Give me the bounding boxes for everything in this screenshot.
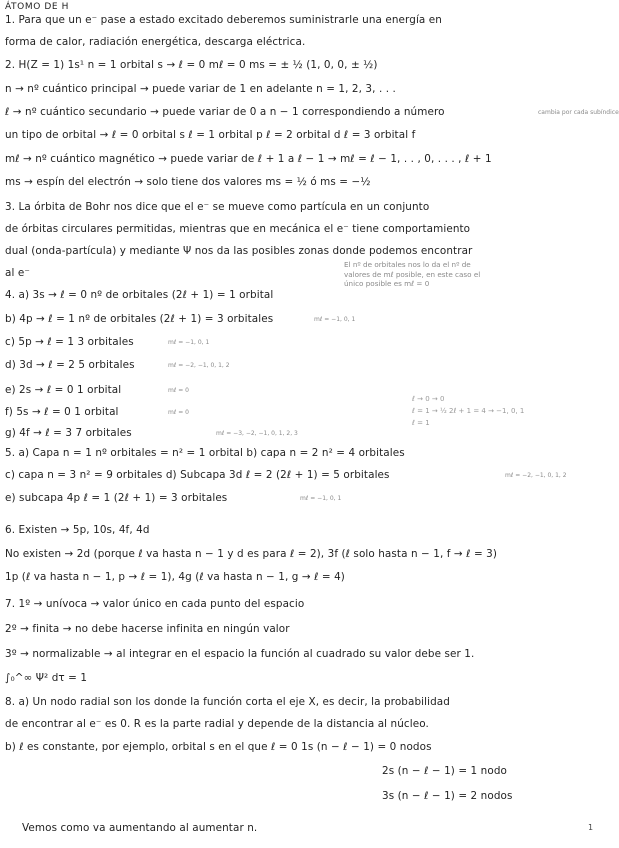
q4-c: c) 5p → ℓ = 1 3 orbitales <box>5 336 134 348</box>
page-number: 1 <box>588 823 594 832</box>
q6-exist: 6. Existen → 5p, 10s, 4f, 4d <box>5 524 150 536</box>
q3-line-4: al e⁻ <box>5 267 30 279</box>
q4-d: d) 3d → ℓ = 2 5 orbitales <box>5 359 135 371</box>
ml-values-5e: mℓ = −1, 0, 1 <box>300 495 342 502</box>
q5-a: 5. a) Capa n = 1 nº orbitales = n² = 1 orbital b) capa n = 2 n² = 4 orbitales <box>5 447 405 459</box>
page-title: ÁTOMO DE H <box>5 2 69 12</box>
q2-l-line: ℓ → nº cuántico secundario → puede variar de 0 a n − 1 correspondiendo a número <box>5 106 445 118</box>
q2-orbital-line: un tipo de orbital → ℓ = 0 orbital s ℓ = 1 orbital p ℓ = 2 orbital d ℓ = 3 orbital f <box>5 129 416 141</box>
q3-line-3: dual (onda-partícula) y mediante Ψ nos da las posibles zonas donde podemos encontrar <box>5 245 473 257</box>
normalization-integral: ∫₀^∞ Ψ² dτ = 1 <box>5 672 88 684</box>
ml-values-4g: mℓ = −3, −2, −1, 0, 1, 2, 3 <box>216 430 298 437</box>
q8-b-3s: 3s (n − ℓ − 1) = 2 nodos <box>382 790 513 802</box>
orbital-count-note: El nº de orbitales nos lo da el nº de valores de mℓ posible, en este caso el único posible es mℓ = 0 <box>344 260 481 288</box>
q6-not-exist-1: No existen → 2d (porque ℓ va hasta n − 1 y d es para ℓ = 2), 3f (ℓ solo hasta n − 1, f → ℓ = 3) <box>5 548 498 560</box>
q3-line-1: 3. La órbita de Bohr nos dice que el e⁻ se mueve como partícula en un conjunto <box>5 201 430 213</box>
q7-second: 2º → finita → no debe hacerse infinita en ningún valor <box>5 623 290 635</box>
ml-values-4d: mℓ = −2, −1, 0, 1, 2 <box>168 362 230 369</box>
q8-a-line-2: de encontrar al e⁻ es 0. R es la parte radial y depende de la distancia al núcleo. <box>5 718 429 730</box>
q6-not-exist-2: 1p (ℓ va hasta n − 1, p → ℓ = 1), 4g (ℓ va hasta n − 1, g → ℓ = 4) <box>5 571 345 583</box>
ml-values-4b: mℓ = −1, 0, 1 <box>314 316 356 323</box>
q2-ms-line: ms → espín del electrón → solo tiene dos valores ms = ½ ó ms = −½ <box>5 176 371 188</box>
q8-b-line-1: b) ℓ es constante, por ejemplo, orbital s en el que ℓ = 0 1s (n − ℓ − 1) = 0 nodos <box>5 741 432 753</box>
ml-values-4e: mℓ = 0 <box>168 387 189 394</box>
q4-e: e) 2s → ℓ = 0 1 orbital <box>5 384 122 396</box>
q8-a-line-1: 8. a) Un nodo radial son los donde la función corta el eje X, es decir, la probabilidad <box>5 696 450 708</box>
q2-line-1: 2. H(Z = 1) 1s¹ n = 1 orbital s → ℓ = 0 mℓ = 0 ms = ± ½ (1, 0, 0, ± ½) <box>5 59 378 71</box>
q5-c: c) capa n = 3 n² = 9 orbitales d) Subcapa 3d ℓ = 2 (2ℓ + 1) = 5 orbitales <box>5 469 390 481</box>
q1-line-2: forma de calor, radiación energética, descarga eléctrica. <box>5 36 306 48</box>
q7-first: 7. 1º → unívoca → valor único en cada punto del espacio <box>5 598 305 610</box>
sketch-note-1: ℓ → 0 → 0 <box>412 395 445 403</box>
q8-b-2s: 2s (n − ℓ − 1) = 1 nodo <box>382 765 507 777</box>
q4-b: b) 4p → ℓ = 1 nº de orbitales (2ℓ + 1) = 3 orbitales <box>5 313 274 325</box>
sketch-note-2: ℓ = 1 → ½ 2ℓ + 1 = 4 → −1, 0, 1 <box>412 407 525 415</box>
ml-values-4f: mℓ = 0 <box>168 409 189 416</box>
q2-n-line: n → nº cuántico principal → puede variar de 1 en adelante n = 1, 2, 3, . . . <box>5 83 396 95</box>
q5-e: e) subcapa 4p ℓ = 1 (2ℓ + 1) = 3 orbitales <box>5 492 228 504</box>
conclusion-line: Vemos como va aumentando al aumentar n. <box>22 822 258 834</box>
q4-g: g) 4f → ℓ = 3 7 orbitales <box>5 427 132 439</box>
ml-values-4c: mℓ = −1, 0, 1 <box>168 339 210 346</box>
q1-line-1: 1. Para que un e⁻ pase a estado excitado deberemos suministrarle una energía en <box>5 14 442 26</box>
q7-third: 3º → normalizable → al integrar en el espacio la función al cuadrado su valor debe ser 1. <box>5 648 475 660</box>
q4-a: 4. a) 3s → ℓ = 0 nº de orbitales (2ℓ + 1) = 1 orbital <box>5 289 274 301</box>
q4-f: f) 5s → ℓ = 0 1 orbital <box>5 406 119 418</box>
ml-values-5d: mℓ = −2, −1, 0, 1, 2 <box>505 472 567 479</box>
q3-line-2: de órbitas circulares permitidas, mientras que en mecánica el e⁻ tiene comportamiento <box>5 223 471 235</box>
sketch-note-3: ℓ = 1 <box>412 419 430 427</box>
q2-ml-line: mℓ → nº cuántico magnético → puede variar de ℓ + 1 a ℓ − 1 → mℓ = ℓ − 1, . . , 0, . . . , ℓ + 1 <box>5 153 492 165</box>
correction-note: cambia por cada subíndice <box>538 109 619 116</box>
